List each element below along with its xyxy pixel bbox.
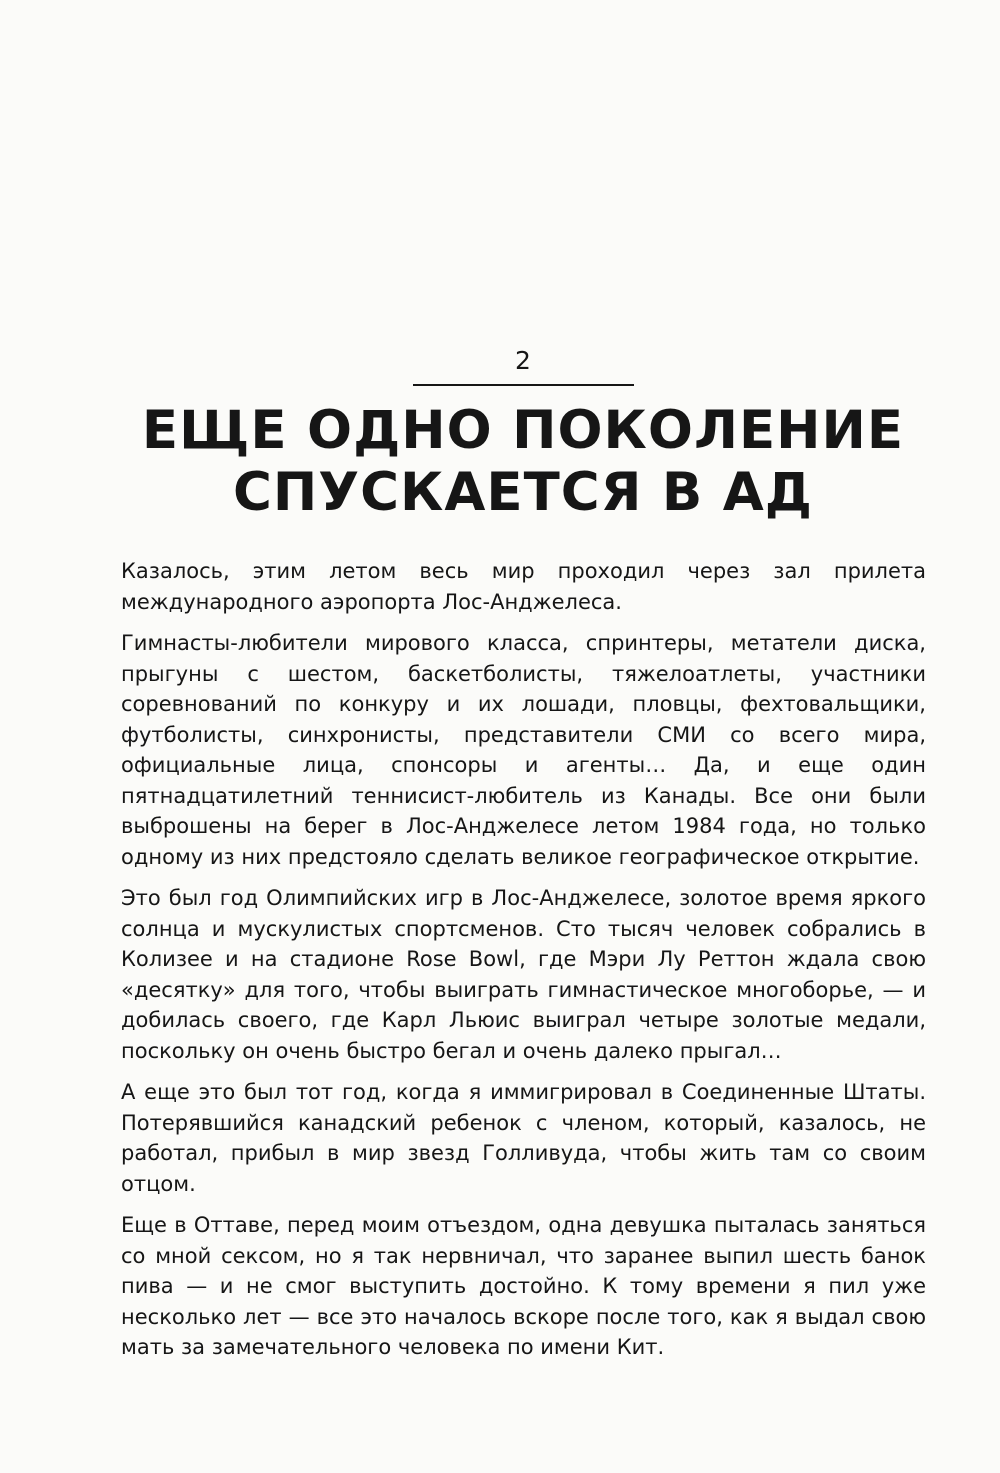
paragraph-4: А еще это был тот год, когда я иммигрировал в Соединенные Штаты. Потерявшийся канадский ребенок с членом, который, казалось, не работал, прибыл в мир звезд Голливуда, чтобы жить там со своим отцом. [121, 1080, 926, 1196]
paragraph-5: Еще в Оттаве, перед моим отъездом, одна девушка пыталась заняться со мной сексом, но я так нервничал, что заранее выпил шесть банок пива — и не смог выступить достойно. К тому времени я пил уже несколько лет — все это началось вскоре после того, как я выдал свою мать за замечательного человека по имени Кит. [121, 1213, 926, 1359]
body-text [121, 556, 926, 1374]
paragraph-1: Казалось, этим летом весь мир проходил через зал прилета международного аэропорта Лос-Анджелеса. [121, 559, 926, 614]
chapter-number: 2 [515, 346, 531, 375]
paragraph-2: Гимнасты-любители мирового класса, спринтеры, метатели диска, прыгуны с шестом, баскетболисты, тяжелоатлеты, участники соревнований по конкуру и их лошади, пловцы, фехтовальщики, футболисты, синхронисты, представители СМИ со всего мира, официальные лица, спонсоры и агенты… Да, и еще один пятнадцатилетний теннисист-любитель из Канады. Все они были выброшены на берег в Лос-Анджелесе летом 1984 года, но только одному из них предстояло сделать великое географическое открытие. [121, 631, 926, 869]
chapter-title-line-1: ЕЩЕ ОДНО ПОКОЛЕНИЕ [141, 400, 905, 461]
chapter-title-line-2: СПУСКАЕТСЯ В АД [233, 462, 813, 523]
paragraph-3: Это был год Олимпийских игр в Лос-Анджелесе, золотое время яркого солнца и мускулистых спортсменов. Сто тысяч человек собрались в Колизее и на стадионе Rose Bowl, где Мэри Лу Реттон ждала свою «десятку» для того, чтобы выиграть гимнастическое многоборье, — и добилась своего, где Карл Льюис выиграл четыре золотые медали, поскольку он очень быстро бегал и очень далеко прыгал… [121, 886, 926, 1063]
chapter-title [0, 400, 1000, 524]
chapter-divider [413, 384, 634, 386]
